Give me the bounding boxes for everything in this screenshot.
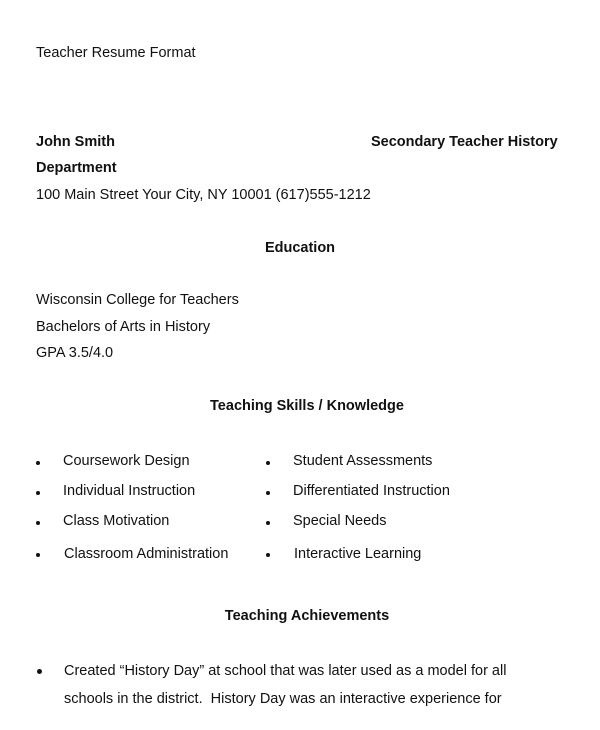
bullet-icon: [266, 553, 270, 557]
department-label: Department: [36, 160, 117, 176]
education-line: GPA 3.5/4.0: [36, 345, 114, 361]
bullet-icon: [36, 461, 40, 465]
skill-item: Special Needs: [293, 513, 387, 529]
skills-heading: Teaching Skills / Knowledge: [210, 398, 404, 414]
education-line: Bachelors of Arts in History: [36, 319, 211, 335]
skill-item: Interactive Learning: [294, 546, 422, 562]
skill-item: Differentiated Instruction: [293, 483, 450, 499]
document-title: Teacher Resume Format: [36, 45, 196, 61]
achievement-line: Created “History Day” at school that was later used as a model for all: [64, 663, 507, 679]
bullet-icon: [36, 521, 40, 525]
bullet-icon: [37, 669, 42, 674]
applicant-name: John Smith: [36, 134, 115, 150]
education-heading: Education: [264, 240, 336, 256]
skill-item: Classroom Administration: [64, 546, 229, 562]
skill-item: Class Motivation: [63, 513, 170, 529]
education-line: Wisconsin College for Teachers: [36, 292, 239, 308]
bullet-icon: [36, 553, 40, 557]
bullet-icon: [266, 521, 270, 525]
position-title: Secondary Teacher History: [371, 134, 558, 150]
skill-item: Student Assessments: [293, 453, 433, 469]
contact-address: 100 Main Street Your City, NY 10001 (617)555-1212: [36, 187, 371, 203]
bullet-icon: [266, 461, 270, 465]
bullet-icon: [266, 491, 270, 495]
achievement-line: schools in the district. History Day was an interactive experience for: [64, 691, 502, 707]
bullet-icon: [36, 491, 40, 495]
achievements-heading: Teaching Achievements: [224, 608, 390, 624]
skill-item: Coursework Design: [63, 453, 190, 469]
skill-item: Individual Instruction: [63, 483, 196, 499]
